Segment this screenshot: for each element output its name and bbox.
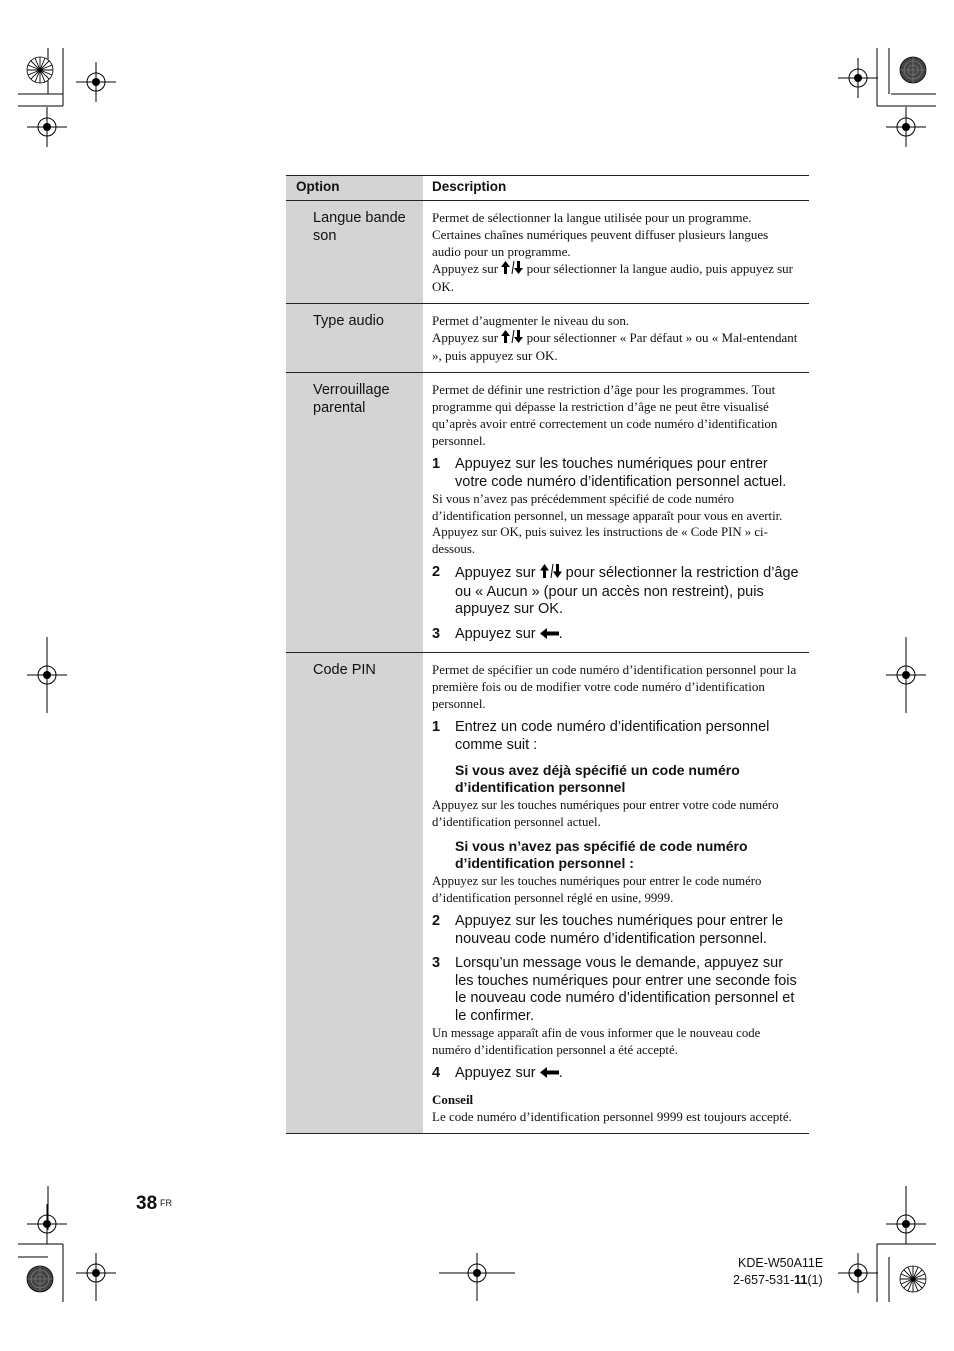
step-suffix: . <box>558 1065 563 1081</box>
table-row <box>286 372 809 652</box>
part-number <box>733 1273 823 1287</box>
step-text: Appuyez sur les touches numériques pour entrer le nouveau code numéro d’identification personnel. <box>455 913 784 947</box>
tip-text: Le code numéro d’identification personnel 9999 est toujours accepté. <box>432 1108 792 1124</box>
step <box>432 719 799 754</box>
press-text: Appuyez sur <box>432 261 499 276</box>
header-description: Description <box>432 179 507 194</box>
part-number-suffix: (1) <box>807 1273 823 1287</box>
sub-heading: Si vous n’avez pas spécifié de code numéro d’identification personnel : <box>455 838 748 871</box>
step-number: 1 <box>432 719 441 735</box>
option-name: Code PIN <box>313 662 376 678</box>
step <box>432 564 799 619</box>
model-number: KDE-W50A11E <box>738 1256 824 1270</box>
registration-target-icon <box>886 107 926 147</box>
table-row <box>286 200 809 303</box>
step-text <box>455 626 799 645</box>
starburst-calibration-icon <box>26 56 54 84</box>
starburst-calibration-icon <box>899 1265 927 1293</box>
page-language: FR <box>160 1198 172 1208</box>
step <box>432 1065 799 1084</box>
table-row <box>286 652 809 1134</box>
step-note: Si vous n’avez pas précédemment spécifié de code numéro d’identification personnel, un message apparaît pour vous en avertir. Appuyez sur OK, puis suivez les instructions de « Code PIN » ci-dessous. <box>432 492 783 556</box>
up-down-arrow-icon <box>501 261 523 278</box>
step-text <box>455 1065 799 1084</box>
tip-title: Conseil <box>432 1091 474 1107</box>
step <box>432 626 799 645</box>
step-number: 1 <box>432 456 441 472</box>
description-text <box>432 260 799 295</box>
description-text: Permet de définir une restriction d’âge pour les programmes. Tout programme qui dépasse la restriction d’âge ne peut être visualisé qu’après avoir entré correctement un code numéro d’identification personnel. <box>432 382 778 448</box>
step-note: Un message apparaît afin de vous informer que le nouveau code numéro d’identification personnel a été accepté. <box>432 1026 761 1057</box>
registration-target-icon <box>886 655 926 695</box>
up-down-arrow-icon <box>540 564 562 584</box>
step-number: 2 <box>432 564 441 580</box>
sub-heading: Si vous avez déjà spécifié un code numéro d’identification personnel <box>455 762 740 795</box>
up-down-arrow-icon <box>501 330 523 347</box>
registration-target-icon <box>27 1204 67 1244</box>
option-name: Type audio <box>313 313 384 329</box>
step-number: 2 <box>432 913 441 929</box>
grey-calibration-circle-icon <box>26 1265 54 1293</box>
registration-target-icon <box>27 107 67 147</box>
description-cell <box>423 373 809 652</box>
press-text: Appuyez sur <box>432 330 499 345</box>
grey-calibration-circle-icon <box>899 56 927 84</box>
option-name: Langue bande son <box>313 210 406 244</box>
return-arrow-icon <box>540 627 559 645</box>
description-text: Permet de sélectionner la langue utilisée pour un programme. Certaines chaînes numériques peuvent diffuser plusieurs langues audio pour un programme. <box>432 210 769 259</box>
press-text-rest: pour sélectionner « Par défaut » ou « Mal-entendant », puis appuyez sur OK. <box>432 330 798 363</box>
step-text: Appuyez sur les touches numériques pour entrer votre code numéro d’identification personnel actuel. <box>455 456 787 490</box>
description-text <box>432 329 799 364</box>
step-text: Lorsqu’un message vous le demande, appuyez sur les touches numériques pour entrer une seconde fois le nouveau code numéro d’identification personnel et le confirmer. <box>455 955 797 1024</box>
table-header <box>286 175 809 200</box>
press-text: Appuyez sur <box>455 625 536 642</box>
press-text-rest: pour sélectionner la langue audio, puis appuyez sur OK. <box>432 261 793 294</box>
return-arrow-icon <box>540 1066 559 1084</box>
registration-target-icon <box>27 655 67 695</box>
step-text <box>455 564 799 619</box>
step <box>432 456 799 491</box>
sub-body: Appuyez sur les touches numériques pour entrer votre code numéro d’identification personnel actuel. <box>432 798 779 829</box>
registration-target-icon <box>76 1253 116 1293</box>
part-number-prefix: 2-657-531- <box>733 1273 795 1287</box>
options-table <box>286 175 809 1134</box>
registration-target-icon <box>886 1204 926 1244</box>
registration-target-icon <box>838 58 878 98</box>
description-cell <box>423 304 809 372</box>
sub-body: Appuyez sur les touches numériques pour entrer le code numéro d’identification personnel réglé en usine, 9999. <box>432 874 762 905</box>
step <box>432 913 799 948</box>
option-name: Verrouillage parental <box>313 382 390 416</box>
part-number-bold: 11 <box>794 1273 808 1287</box>
step-number: 3 <box>432 625 441 642</box>
step-suffix: . <box>558 625 563 642</box>
description-text: Permet d’augmenter le niveau du son. <box>432 313 630 328</box>
press-text: Appuyez sur <box>455 1065 536 1081</box>
press-text: Appuyez sur <box>455 565 536 581</box>
step-number: 4 <box>432 1065 441 1081</box>
step-text: Entrez un code numéro d’identification personnel comme suit : <box>455 719 770 753</box>
page-number: 38 <box>136 1193 158 1214</box>
description-text: Permet de spécifier un code numéro d’identification personnel pour la première fois ou de modifier votre code numéro d’identification personnel. <box>432 662 797 711</box>
step <box>432 955 799 1025</box>
description-cell <box>423 201 809 303</box>
step-number: 3 <box>432 955 441 971</box>
table-row <box>286 303 809 372</box>
registration-target-icon <box>457 1253 497 1293</box>
description-cell <box>423 653 809 1133</box>
registration-target-icon <box>838 1253 878 1293</box>
press-text-rest: pour sélectionner la restriction d’âge ou « Aucun » (pour un accès non restreint), puis appuyez sur OK. <box>455 565 799 617</box>
registration-target-icon <box>76 62 116 102</box>
header-option: Option <box>286 176 423 200</box>
